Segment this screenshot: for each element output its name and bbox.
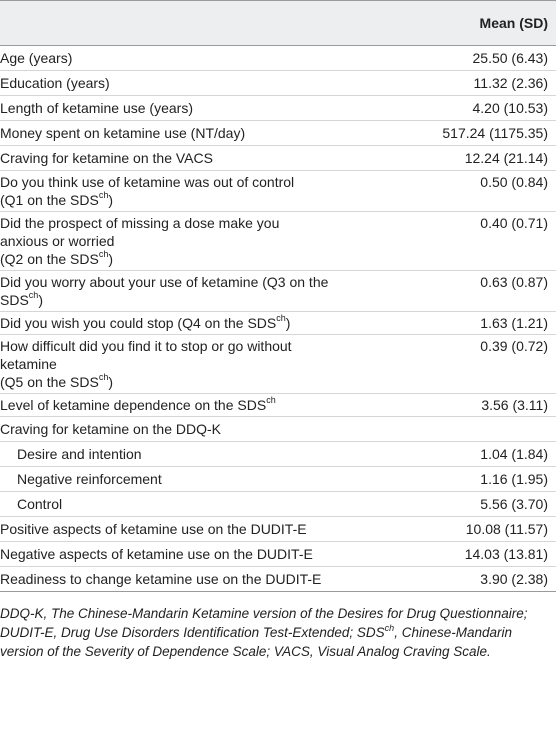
row-value: 3.56 (3.11) xyxy=(398,394,556,417)
table-row xyxy=(0,567,556,592)
row-value: 0.50 (0.84) xyxy=(398,171,556,212)
row-value: 517.24 (1175.35) xyxy=(398,121,556,146)
table-body xyxy=(0,46,556,592)
footnote-text: DDQ-K, The Chinese-Mandarin Ketamine version of the Desires for Drug Questionnaire; DUDIT-E, Drug Use Disorders Identification Test-Extended; SDS xyxy=(0,606,528,640)
table-row xyxy=(0,146,556,171)
row-label-line: Do you think use of ketamine was out of control xyxy=(0,174,295,190)
table-row xyxy=(0,467,556,492)
row-label-line xyxy=(0,314,392,332)
row-label-line xyxy=(0,291,392,309)
superscript: ch xyxy=(266,395,276,406)
row-label-text: (Q1 on the SDS xyxy=(0,192,99,208)
footnote-text-continued: , Chinese-Mandarin version of the Severity of Dependence Scale; VACS, Visual Analog Craving Scale. xyxy=(0,625,512,659)
row-value: 14.03 (13.81) xyxy=(398,542,556,567)
row-value: 11.32 (2.36) xyxy=(398,71,556,96)
table-row xyxy=(0,96,556,121)
table-row xyxy=(0,46,556,71)
row-label-line xyxy=(0,250,392,268)
table-row xyxy=(0,517,556,542)
table-row xyxy=(0,271,556,312)
superscript: ch xyxy=(276,313,286,324)
table-row xyxy=(0,417,556,442)
row-label-text: Did you wish you could stop (Q4 on the SDS xyxy=(0,315,277,331)
row-value: 0.39 (0.72) xyxy=(398,335,556,394)
row-label-text: SDS xyxy=(0,292,29,308)
row-label: Craving for ketamine on the VACS xyxy=(0,146,398,171)
superscript: ch xyxy=(98,190,109,201)
row-value xyxy=(398,417,556,442)
row-value: 3.90 (2.38) xyxy=(398,567,556,592)
row-value: 10.08 (11.57) xyxy=(398,517,556,542)
row-label: Negative aspects of ketamine use on the DUDIT-E xyxy=(0,542,398,567)
row-label xyxy=(0,212,398,271)
row-label: Education (years) xyxy=(0,71,398,96)
table-row xyxy=(0,335,556,394)
table-header-row xyxy=(0,1,556,46)
row-value: 12.24 (21.14) xyxy=(398,146,556,171)
table-row xyxy=(0,312,556,335)
row-label xyxy=(0,271,398,312)
row-label-tail: ) xyxy=(108,192,114,208)
table-footnote xyxy=(0,592,556,661)
row-label-line: Did the prospect of missing a dose make you xyxy=(0,215,280,231)
row-label xyxy=(0,394,398,417)
row-label: Age (years) xyxy=(0,46,398,71)
row-label: Readiness to change ketamine use on the DUDIT-E xyxy=(0,567,398,592)
superscript: ch xyxy=(98,372,109,383)
row-label-line: Did you worry about your use of ketamine (Q3 on the xyxy=(0,274,329,290)
header-mean-sd: Mean (SD) xyxy=(398,1,556,46)
row-label-line xyxy=(0,373,392,391)
row-label-line: ketamine xyxy=(0,356,57,372)
row-value: 4.20 (10.53) xyxy=(398,96,556,121)
row-value: 0.63 (0.87) xyxy=(398,271,556,312)
row-value: 1.63 (1.21) xyxy=(398,312,556,335)
row-label-line: How difficult did you find it to stop or go without xyxy=(0,338,292,354)
table-row xyxy=(0,442,556,467)
row-label: Positive aspects of ketamine use on the DUDIT-E xyxy=(0,517,398,542)
table-row xyxy=(0,542,556,567)
row-value: 0.40 (0.71) xyxy=(398,212,556,271)
row-label: Negative reinforcement xyxy=(0,467,398,492)
table-row xyxy=(0,121,556,146)
row-label-line xyxy=(0,396,392,414)
row-value: 1.04 (1.84) xyxy=(398,442,556,467)
row-label xyxy=(0,335,398,394)
row-label: Money spent on ketamine use (NT/day) xyxy=(0,121,398,146)
table-row xyxy=(0,394,556,417)
row-label-tail: ) xyxy=(38,292,43,308)
row-label-text: Level of ketamine dependence on the SDS xyxy=(0,397,267,413)
row-label-tail: ) xyxy=(285,315,291,331)
row-label xyxy=(0,312,398,335)
table-row xyxy=(0,171,556,212)
table-row xyxy=(0,71,556,96)
row-label: Length of ketamine use (years) xyxy=(0,96,398,121)
header-label-cell xyxy=(0,1,398,46)
row-label-line xyxy=(0,191,392,209)
row-label-tail: ) xyxy=(108,374,114,390)
table-row xyxy=(0,492,556,517)
row-label: Control xyxy=(0,492,398,517)
row-label: Desire and intention xyxy=(0,442,398,467)
footnote-superscript: ch xyxy=(384,622,395,633)
row-label: Craving for ketamine on the DDQ-K xyxy=(0,417,398,442)
row-label-text: (Q2 on the SDS xyxy=(0,251,99,267)
row-value: 1.16 (1.95) xyxy=(398,467,556,492)
superscript: ch xyxy=(98,249,109,260)
superscript: ch xyxy=(28,290,39,301)
row-value: 5.56 (3.70) xyxy=(398,492,556,517)
row-label-text: (Q5 on the SDS xyxy=(0,374,99,390)
row-label-line: anxious or worried xyxy=(0,233,115,249)
table-row xyxy=(0,212,556,271)
row-label-tail: ) xyxy=(108,251,114,267)
row-value: 25.50 (6.43) xyxy=(398,46,556,71)
row-label xyxy=(0,171,398,212)
